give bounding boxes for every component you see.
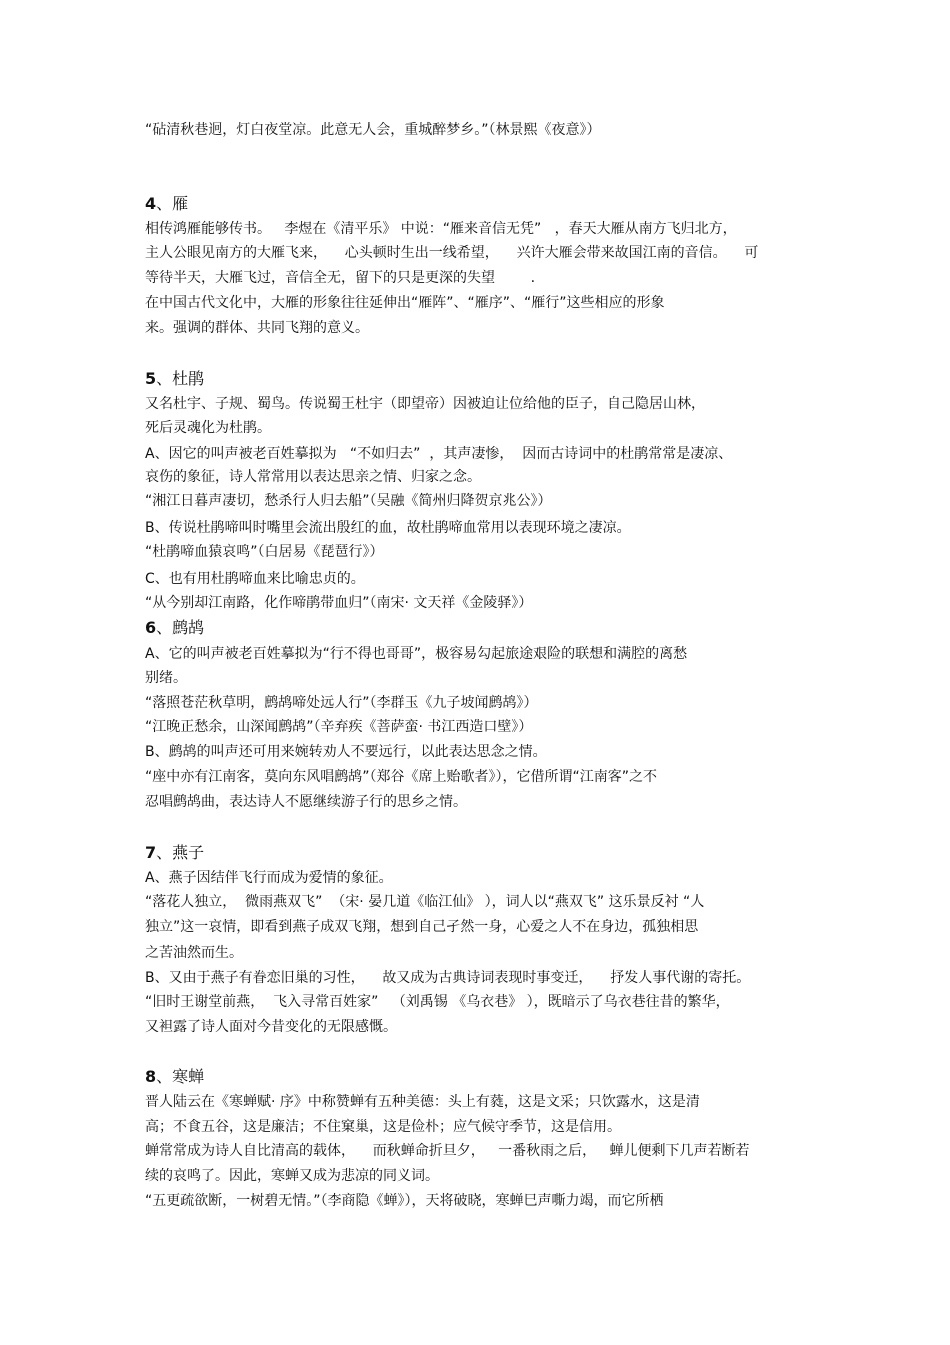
quote-line: “座中亦有江南客，莫向东风唱鹧鸪”（郑谷《席上贻歌者》），它借所谓“江南客”之不 [145,769,658,785]
top-quote: “砧清秋巷迥，灯白夜堂凉。此意无人会，重城醉梦乡。”（林景熙《夜意》） [145,122,601,138]
section-title: 、鹧鸪 [156,618,205,637]
paragraph-line: 蝉常常成为诗人自比清高的载体， 而秋蝉命折旦夕， 一番秋雨之后， 蝉儿便剩下几声若断若 [145,1143,750,1159]
section-title: 、燕子 [156,843,205,862]
paragraph-line: 在中国古代文化中，大雁的形象往往延伸出“雁阵”、“雁序”、“雁行”这些相应的形象 [145,295,665,311]
paragraph-line: C、也有用杜鹃啼血来比喻忠贞的。 [145,571,365,587]
quote-line: “旧时王谢堂前燕， 飞入寻常百姓家” （刘禹锡 《乌衣巷》 ），既暗示了乌衣巷往昔的繁华， [145,994,730,1010]
paragraph-line: 续的哀鸣了。因此，寒蝉又成为悲凉的同义词。 [145,1168,439,1184]
section-number: 8 [145,1067,157,1086]
section-number: 5 [145,369,157,388]
paragraph-line: 等待半天，大雁飞过，音信全无，留下的只是更深的失望 . [145,270,536,286]
section-7-heading [145,842,204,864]
paragraph-line: A、它的叫声被老百姓摹拟为“行不得也哥哥”，极容易勾起旅途艰险的联想和满腔的离愁 [145,646,688,662]
quote-line: “从今别却江南路，化作啼鹃带血归”（南宋· 文天祥《金陵驿》） [145,595,533,611]
paragraph-line: 死后灵魂化为杜鹃。 [145,420,271,436]
paragraph-line: 又袒露了诗人面对今昔变化的无限感慨。 [145,1019,397,1035]
paragraph-line: 主人公眼见南方的大雁飞来， 心头顿时生出一线希望， 兴许大雁会带来故国江南的音信。 可 [145,245,759,261]
section-6-heading [145,617,204,639]
paragraph-line: A、因它的叫声被老百姓摹拟为 “不如归去” ，其声凄惨， 因而古诗词中的杜鹃常常是凄凉、 [145,446,733,462]
paragraph-line: B、传说杜鹃啼叫时嘴里会流出殷红的血，故杜鹃啼血常用以表现环境之凄凉。 [145,520,631,536]
section-8-heading [145,1066,204,1088]
paragraph-line: B、又由于燕子有眷恋旧巢的习性， 故又成为古典诗词表现时事变迁， 抒发人事代谢的寄托。 [145,970,751,986]
paragraph-line: 高；不食五谷，这是廉洁；不住窠巢，这是俭朴；应气候守季节，这是信用。 [145,1119,621,1135]
paragraph-line: 独立”这一哀情，即看到燕子成双飞翔，想到自己孑然一身，心爱之人不在身边，孤独相思 [145,919,699,935]
section-title: 、寒蝉 [156,1067,205,1086]
quote-line: “落照苍茫秋草明，鹧鸪啼处远人行”（李群玉《九子坡闻鹧鸪》） [145,695,538,711]
paragraph-line: A、燕子因结伴飞行而成为爱情的象征。 [145,870,393,886]
paragraph-line: 之苦油然而生。 [145,945,243,961]
section-5-heading [145,368,204,390]
section-title: 、杜鹃 [156,369,205,388]
paragraph-line: B、鹧鸪的叫声还可用来婉转劝人不要远行，以此表达思念之情。 [145,744,547,760]
section-number: 4 [145,194,157,213]
quote-line: “杜鹃啼血猿哀鸣”（白居易《琵琶行》） [145,544,384,560]
paragraph-line: 哀伤的象征，诗人常常用以表达思亲之情、归家之念。 [145,469,481,485]
quote-line: “五更疏欲断，一树碧无情。”（李商隐《蝉》），天将破晓，寒蝉巳声嘶力竭，而它所栖 [145,1193,664,1209]
paragraph-line: 相传鸿雁能够传书。 李煜在《清平乐》 中说：“雁来音信无凭” ，春天大雁从南方飞归北方， [145,221,737,237]
paragraph-line: 别绪。 [145,670,187,686]
quote-line: “湘江日暮声凄切，愁杀行人归去船”（吴融《简州归降贺京兆公》） [145,493,552,509]
paragraph-line: 来。强调的群体、共同飞翔的意义。 [145,320,369,336]
paragraph-line: 又名杜宇、子规、蜀鸟。传说蜀王杜宇（即望帝）因被迫让位给他的臣子，自己隐居山林， [145,396,705,412]
quote-line: “落花人独立， 微雨燕双飞” （宋· 晏几道《临江仙》 ），词人以“燕双飞” 这乐景反衬 “人 [145,894,705,910]
section-4-heading [145,193,188,215]
paragraph-line: 忍唱鹧鸪曲，表达诗人不愿继续游子行的思乡之情。 [145,794,467,810]
quote-line: “江晚正愁余，山深闻鹧鸪”（辛弃疾《菩萨蛮· 书江西造口壁》） [145,719,533,735]
section-title: 、雁 [156,194,189,213]
paragraph-line: 晋人陆云在《寒蝉赋· 序》中称赞蝉有五种美德：头上有蕤，这是文采；只饮露水，这是清 [145,1094,700,1110]
section-number: 7 [145,843,157,862]
section-number: 6 [145,618,157,637]
